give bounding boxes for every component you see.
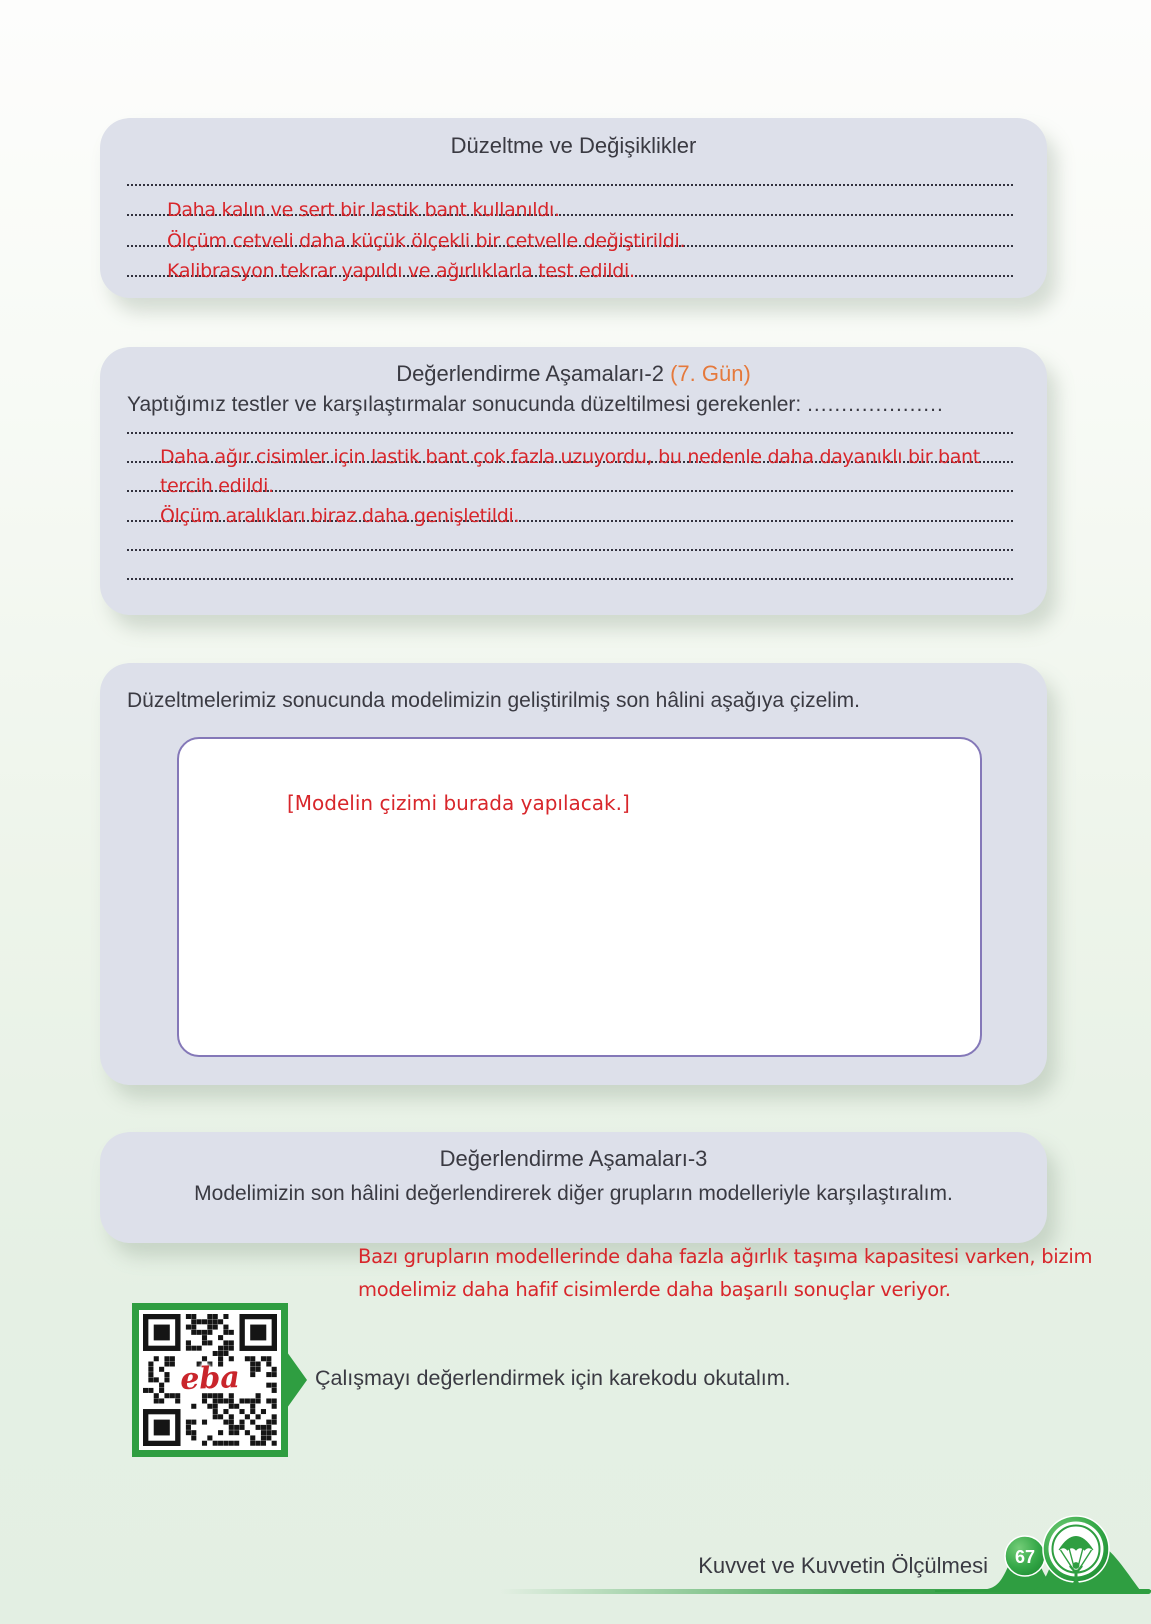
dotted-line: [127, 186, 1013, 222]
dotted-line: [127, 492, 1013, 527]
evaluation-3-prompt: Modelimizin son hâlini değerlendirerek diğer grupların modelleriyle karşılaştıralım.: [194, 1182, 953, 1205]
dotted-line: [127, 405, 1013, 434]
dotted-line: [127, 434, 1013, 469]
dotted-line: [127, 216, 1013, 252]
corrections-panel: [100, 118, 1047, 298]
handwritten-comparison-note: [358, 1240, 1118, 1306]
model-drawing-prompt: Düzeltmelerimiz sonucunda modelimizin geliştirilmiş son hâlini aşağıya çizelim.: [127, 689, 860, 712]
corrections-title: Düzeltme ve Değişiklikler: [450, 133, 697, 158]
eba-qr-code: [132, 1303, 288, 1457]
evaluation-2-answer-lines: [127, 405, 1013, 580]
evaluation-2-title: [100, 361, 1047, 387]
page-number: 67: [1014, 1547, 1036, 1567]
dotted-line: [127, 155, 1013, 186]
handwritten-answer: Ölçüm aralıkları biraz daha genişletildi.: [160, 504, 520, 527]
qr-arrow-icon: [287, 1352, 307, 1408]
evaluation-2-title-main: Değerlendirme Aşamaları-2: [396, 361, 664, 386]
model-drawing-placeholder: [Modelin çizimi burada yapılacak.]: [287, 791, 630, 815]
dotted-line: [127, 551, 1013, 580]
qr-caption: Çalışmayı değerlendirmek için karekodu okutalım.: [315, 1366, 791, 1390]
evaluation-3-panel: [100, 1132, 1047, 1243]
corrections-answer-lines: [127, 155, 1013, 283]
comparison-note-line2: modelimiz daha hafif cisimlerde daha başarılı sonuçlar veriyor.: [358, 1278, 951, 1301]
dotted-line: [127, 247, 1013, 283]
eba-logo: eba: [179, 1360, 241, 1398]
footer-page-badge: [935, 1494, 1151, 1610]
evaluation-3-title: Değerlendirme Aşamaları-3: [439, 1146, 708, 1171]
evaluation-2-prompt: Yaptığımız testler ve karşılaştırmalar sonucunda düzeltilmesi gerekenler: ....................: [127, 393, 944, 416]
evaluation-2-day-label: (7. Gün): [670, 361, 751, 386]
footer-chapter-title: Kuvvet ve Kuvvetin Ölçülmesi: [698, 1553, 988, 1578]
handwritten-answer: Daha kalın ve sert bir lastik bant kullanıldı.: [167, 199, 560, 222]
model-drawing-panel: [100, 663, 1047, 1085]
handwritten-answer: tercih edildi.: [160, 475, 274, 498]
dotted-line: [127, 463, 1013, 498]
handwritten-answer: Kalibrasyon tekrar yapıldı ve ağırlıklarla test edildi.: [167, 260, 635, 283]
handwritten-answer: Ölçüm cetveli daha küçük ölçekli bir cetvelle değiştirildi.: [167, 229, 686, 252]
dotted-leader: ....................: [807, 393, 944, 416]
comparison-note-line1: Bazı grupların modellerinde daha fazla ağırlık taşıma kapasitesi varken, bizim: [358, 1245, 1093, 1268]
dotted-line: [127, 522, 1013, 551]
evaluation-2-panel: [100, 347, 1047, 615]
handwritten-answer: Daha ağır cisimler için lastik bant çok fazla uzuyordu, bu nedenle daha dayanıklı bir bant: [160, 446, 980, 469]
model-drawing-area: [177, 737, 982, 1057]
